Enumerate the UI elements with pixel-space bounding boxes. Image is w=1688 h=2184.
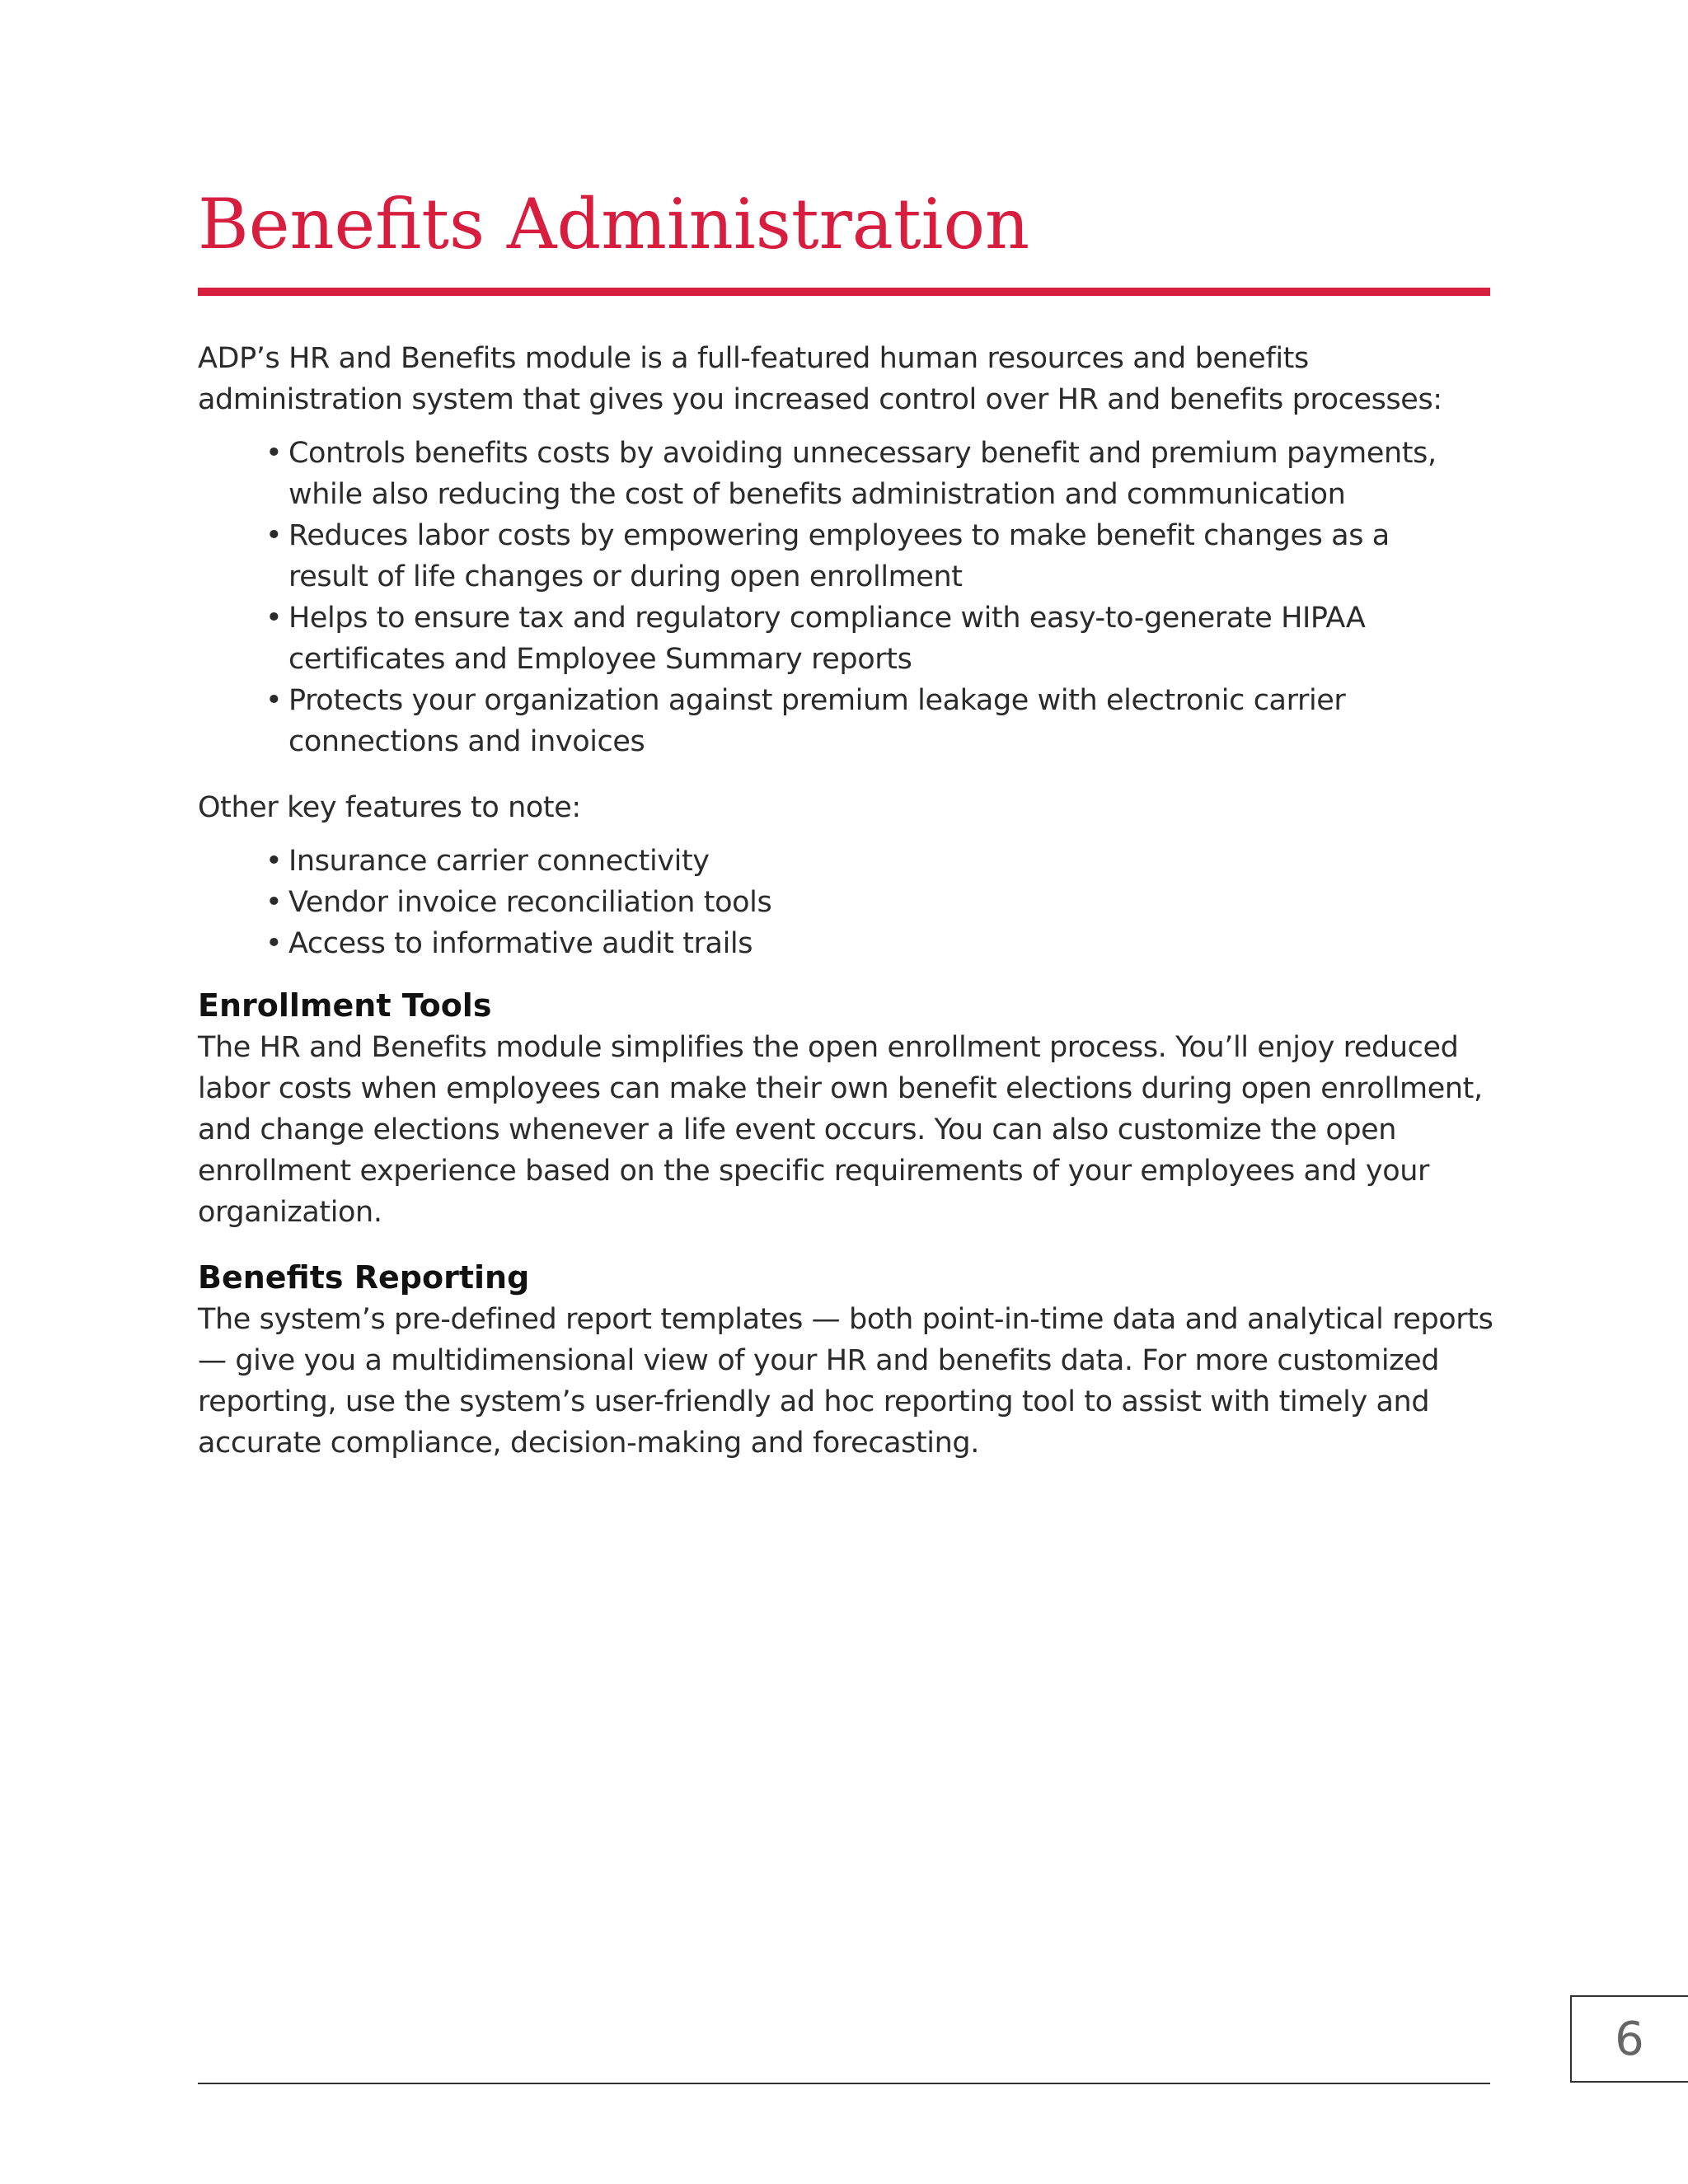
other-features-label: Other key features to note: [198, 791, 581, 824]
bullet-icon: • [265, 845, 283, 878]
list-item-text: Access to informative audit trails [288, 927, 753, 960]
list-item-text: Helps to ensure tax and regulatory compliance with easy-to-generate HIPAA certificates and Employee Summary reports [288, 602, 1366, 676]
section-body-enrollment-tools: The HR and Benefits module simplifies the open enrollment process. You’ll enjoy reduced labor costs when employees can make their own benefit elections during open enrollment, and change elections whenever a life event occurs. You can also customize the open enrollment experience based on the specific requirements of your employees and your organization. [198, 1031, 1483, 1229]
section-body-benefits-reporting: The system’s pre-defined report templates — both point-in-time data and analytical reports — give you a multidimensional view of your HR and benefits data. For more customized reporting, use the system’s user-friendly ad hoc reporting tool to assist with timely and accurate compliance, decision-making and forecasting. [198, 1303, 1493, 1460]
page-title: Benefits Administration [198, 184, 1030, 265]
list-item [265, 841, 1459, 882]
bullet-icon: • [265, 927, 283, 960]
footer-divider [198, 2083, 1490, 2084]
list-item-text: Controls benefits costs by avoiding unnecessary benefit and premium payments, while also reducing the cost of benefits administration and communication [288, 437, 1437, 511]
bullet-icon: • [265, 684, 283, 717]
list-item-text: Reduces labor costs by empowering employees to make benefit changes as a result of life changes or during open enrollment [288, 519, 1390, 593]
intro-paragraph: ADP’s HR and Benefits module is a full-featured human resources and benefits administration system that gives you increased control over HR and benefits processes: [198, 342, 1442, 416]
list-item-text: Vendor invoice reconciliation tools [288, 886, 772, 919]
section-heading-enrollment-tools: Enrollment Tools [198, 987, 492, 1024]
page-number-box [1570, 1995, 1688, 2083]
list-item-text: Protects your organization against premium leakage with electronic carrier connections and invoices [288, 684, 1346, 758]
list-item-text: Insurance carrier connectivity [288, 845, 710, 878]
list-item [265, 882, 1459, 923]
list-item [265, 923, 1459, 964]
list-item [265, 433, 1459, 515]
list-item [265, 515, 1459, 598]
list-item [265, 598, 1459, 680]
document-body [198, 338, 1517, 1464]
list-item [265, 680, 1459, 762]
page-number: 6 [1615, 2012, 1644, 2066]
bullet-icon: • [265, 437, 283, 470]
section-heading-benefits-reporting: Benefits Reporting [198, 1259, 530, 1296]
intro-bullet-list [198, 433, 1517, 762]
other-features-list [198, 841, 1517, 964]
bullet-icon: • [265, 519, 283, 552]
bullet-icon: • [265, 602, 283, 635]
title-divider [198, 288, 1490, 296]
bullet-icon: • [265, 886, 283, 919]
